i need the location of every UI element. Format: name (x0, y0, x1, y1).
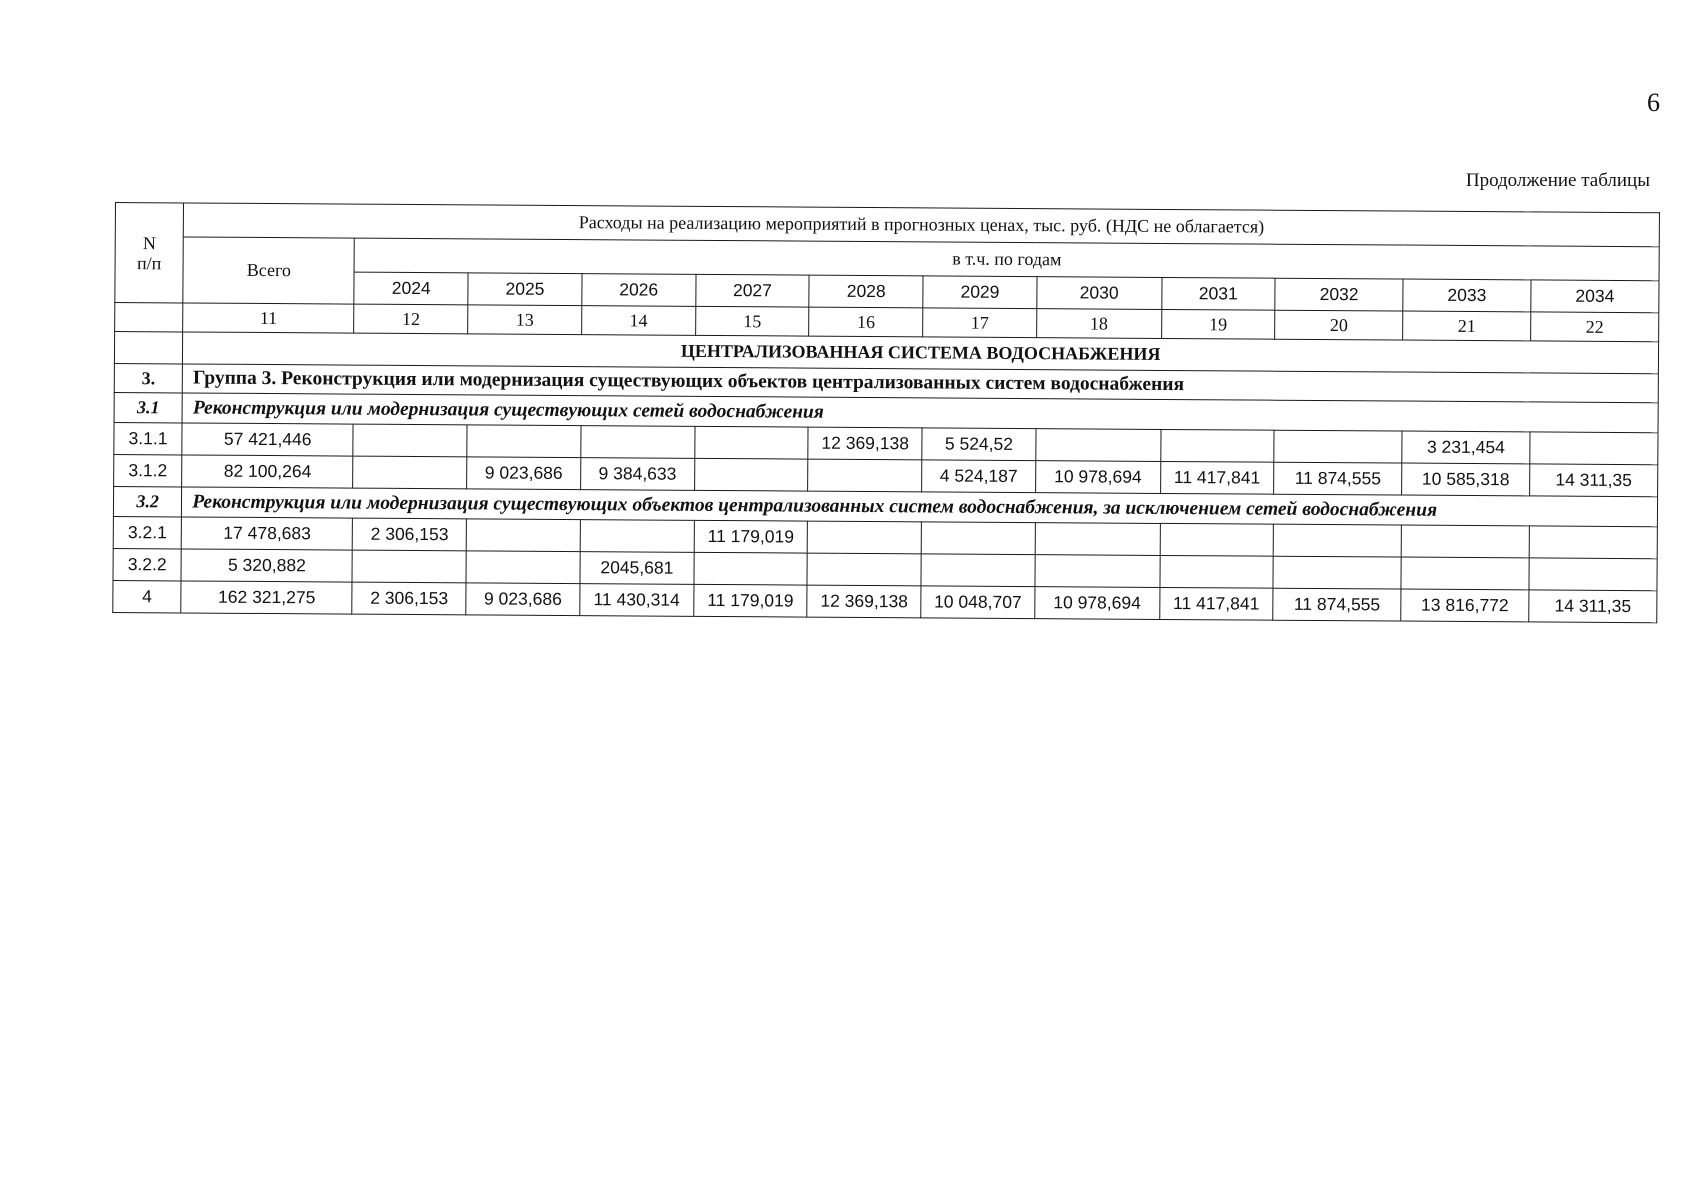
year-cell (1529, 558, 1657, 591)
year-header: 2030 (1037, 277, 1162, 310)
total-cell: 57 421,446 (182, 423, 353, 456)
subgroup-title: Реконструкция или модернизация существующих объектов централизованных систем водоснабжения, за исключением сетей водоснабжения (182, 487, 1658, 527)
year-header: 2026 (582, 274, 696, 307)
year-cell (694, 458, 808, 491)
total-header: Всего (183, 237, 355, 304)
column-number: 13 (468, 305, 582, 335)
group-title: Группа 3. Реконструкция или модернизация существующих объектов централизованных систем водоснабжения (182, 364, 1658, 403)
column-number (115, 303, 183, 332)
year-cell: 12 369,138 (807, 585, 921, 618)
year-cell (1274, 430, 1402, 463)
year-cell: 13 816,772 (1401, 589, 1529, 622)
npp-header (115, 203, 184, 303)
year-cell (353, 456, 467, 489)
npp-header-line2: п/п (137, 252, 162, 273)
year-cell (466, 519, 580, 552)
year-cell (694, 426, 808, 459)
column-number: 22 (1531, 312, 1659, 342)
year-cell: 11 179,019 (693, 584, 807, 617)
year-cell (1530, 432, 1658, 465)
year-cell: 9 023,686 (467, 457, 581, 490)
column-number: 18 (1037, 309, 1162, 339)
year-cell (1160, 429, 1274, 462)
year-cell: 11 179,019 (694, 520, 808, 553)
year-cell: 11 874,555 (1274, 462, 1402, 495)
expenses-header: Расходы на реализацию мероприятий в прогнозных ценах, тыс. руб. (НДС не облагается) (184, 203, 1660, 247)
year-header: 2027 (695, 274, 809, 307)
total-cell: 17 478,683 (181, 517, 352, 550)
subgroup-number: 3.2 (113, 486, 181, 516)
year-cell: 14 311,35 (1530, 464, 1658, 497)
npp-header-line1: N (142, 232, 156, 253)
column-number: 17 (923, 308, 1037, 338)
year-cell (808, 521, 922, 554)
total-cell: 5 320,882 (181, 549, 352, 582)
column-number: 16 (809, 307, 923, 337)
year-cell: 11 417,841 (1160, 461, 1274, 494)
year-cell (1035, 555, 1160, 588)
year-cell (808, 459, 922, 492)
column-number: 12 (354, 304, 468, 334)
column-number: 19 (1161, 309, 1275, 339)
year-cell: 10 048,707 (921, 586, 1035, 619)
year-cell (694, 552, 808, 585)
year-cell (1401, 525, 1529, 558)
year-header: 2029 (923, 276, 1037, 309)
year-cell: 9 023,686 (466, 583, 580, 616)
year-header: 2028 (809, 275, 923, 308)
year-cell: 10 978,694 (1036, 461, 1161, 494)
year-cell (466, 551, 580, 584)
year-cell (921, 554, 1035, 587)
year-cell: 2 306,153 (353, 518, 467, 551)
column-number: 11 (183, 303, 354, 333)
row-number: 4 (113, 580, 181, 612)
year-cell: 2045,681 (580, 552, 694, 585)
continuation-label: Продолжение таблицы (1465, 170, 1650, 191)
year-cell: 12 369,138 (808, 427, 922, 460)
year-header: 2024 (354, 272, 468, 305)
expenses-table (112, 202, 1660, 623)
year-cell (352, 550, 466, 583)
year-cell (1035, 523, 1160, 556)
year-cell: 2 306,153 (352, 582, 466, 615)
year-cell (1529, 526, 1657, 559)
year-cell (1401, 557, 1529, 590)
group-number: 3. (114, 363, 182, 392)
year-header: 2025 (468, 273, 582, 306)
year-cell: 10 978,694 (1035, 587, 1160, 620)
page-number: 6 (1647, 88, 1660, 117)
year-cell: 11 874,555 (1273, 588, 1401, 621)
year-cell (1036, 429, 1161, 462)
year-cell: 14 311,35 (1529, 590, 1657, 623)
year-cell: 4 524,187 (922, 460, 1036, 493)
subgroup-number: 3.1 (114, 392, 182, 422)
year-cell: 10 585,318 (1402, 463, 1530, 496)
year-cell (581, 426, 695, 459)
column-number: 15 (695, 306, 809, 336)
year-cell (1273, 524, 1401, 557)
year-header: 2034 (1531, 280, 1659, 313)
expenses-table-container (112, 202, 1660, 623)
section-title: ЦЕНТРАЛИЗОВАННАЯ СИСТЕМА ВОДОСНАБЖЕНИЯ (183, 332, 1659, 374)
year-header: 2032 (1275, 278, 1403, 311)
row-number: 3.1.1 (114, 422, 182, 454)
year-cell: 3 231,454 (1402, 431, 1530, 464)
section-empty-cell (114, 332, 182, 364)
year-header: 2031 (1161, 277, 1275, 310)
year-cell (807, 553, 921, 586)
year-cell (467, 425, 581, 458)
column-number: 14 (582, 306, 696, 336)
row-number: 3.1.2 (114, 454, 182, 486)
row-number: 3.2.1 (113, 516, 181, 548)
year-cell: 5 524,52 (922, 428, 1036, 461)
year-cell (580, 520, 694, 553)
year-cell (1273, 556, 1401, 589)
total-cell: 162 321,275 (181, 581, 352, 614)
subgroup-title: Реконструкция или модернизация существующих сетей водоснабжения (182, 393, 1658, 433)
year-cell (1159, 555, 1273, 588)
year-header: 2033 (1403, 279, 1531, 312)
by-years-header: в т.ч. по годам (354, 238, 1659, 281)
column-number: 20 (1275, 310, 1403, 340)
column-number: 21 (1403, 311, 1531, 341)
total-cell: 82 100,264 (182, 455, 353, 488)
year-cell (353, 424, 467, 457)
year-cell: 11 417,841 (1159, 587, 1273, 620)
year-cell: 9 384,633 (581, 458, 695, 491)
year-cell: 11 430,314 (580, 584, 694, 617)
year-cell (921, 522, 1035, 555)
year-cell (1160, 523, 1274, 556)
row-number: 3.2.2 (113, 548, 181, 580)
